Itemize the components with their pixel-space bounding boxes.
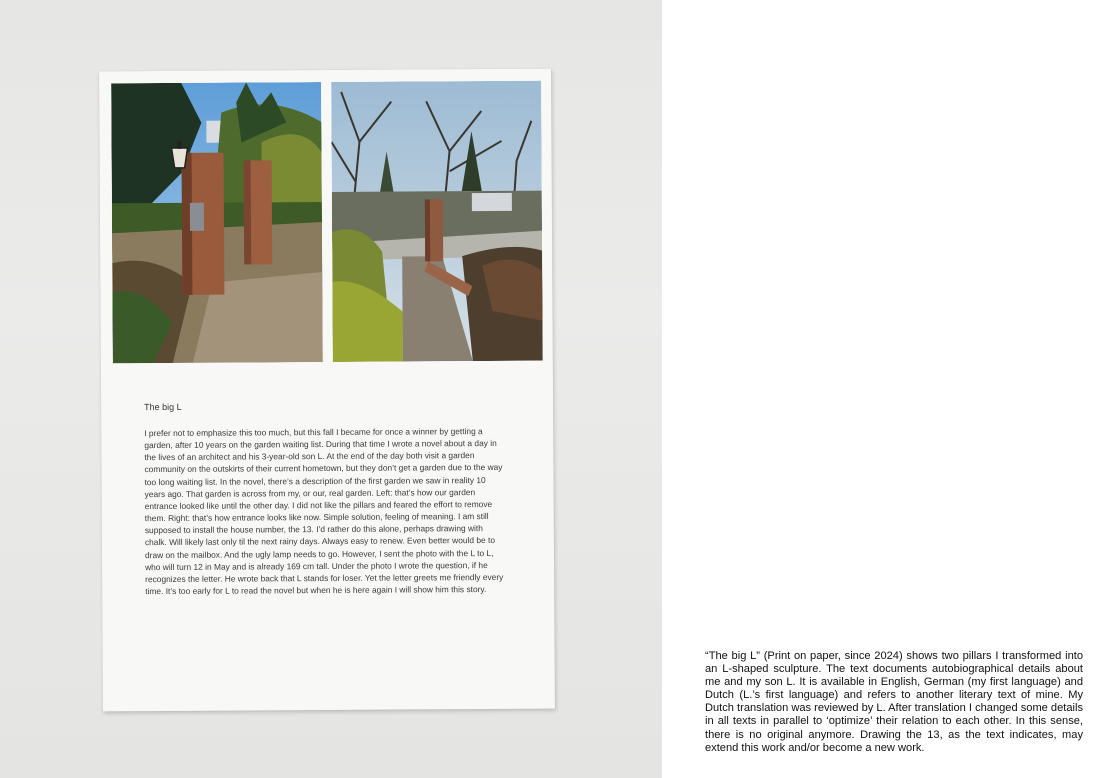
artwork-caption: “The big L” (Print on paper, since 2024) shows two pillars I transformed into an L-shaped sculpture. The text documents autobiographical details about me and my son L. It is available in English, German (my first language) and Dutch (L.’s first language) and refers to another literary text of mine. My Dutch translation was reviewed by L. After translation I changed some details in all texts in parallel to ‘optimize’ their relation to each other. In this sense, there is no original anymore. Drawing the 13, as the text indicates, may extend this work and/or become a new work. bbox=[705, 650, 1084, 754]
print-title: The big L bbox=[144, 401, 182, 413]
photo-garden-entrance-before bbox=[111, 82, 323, 363]
paper-print bbox=[99, 69, 555, 712]
print-body-text: I prefer not to emphasize this too much, but this fall I became for once a winner by getting a garden, after 10 years on the garden waiting list. During that time I wrote a novel about a day in the lives of an architect and his 3-year-old son L. At the end of the day both visit a garden community on the outskirts of their current hometown, but they don’t get a garden due to the way too long waiting list. In the novel, there’s a description of the first garden we saw in reality 10 years ago. That garden is across from my, or our, real garden. Left: that’s how our garden entrance looked like until the other day. I did not like the pillars and feared the effort to remove them. Right: that’s how entrance looks like now. Simple solution, feeling of meaning. I am still supposed to install the house number, the 13. I’d rather do this alone, perhaps drawing with chalk. Will likely last only til the next rainy days. Always easy to renew. Even better would be to draw on the mailbox. And the ugly lamp needs to go. However, I sent the photo with the L to L, who will turn 12 in May and is already 169 cm tall. Under the photo I wrote the question, if he recognizes the letter. He wrote back that L stands for loser. Yet the letter greets me friendly every time. It’s too early for L to read the novel but when he is here again I will show him this story. bbox=[144, 426, 504, 597]
photo-garden-entrance-after bbox=[331, 81, 543, 362]
